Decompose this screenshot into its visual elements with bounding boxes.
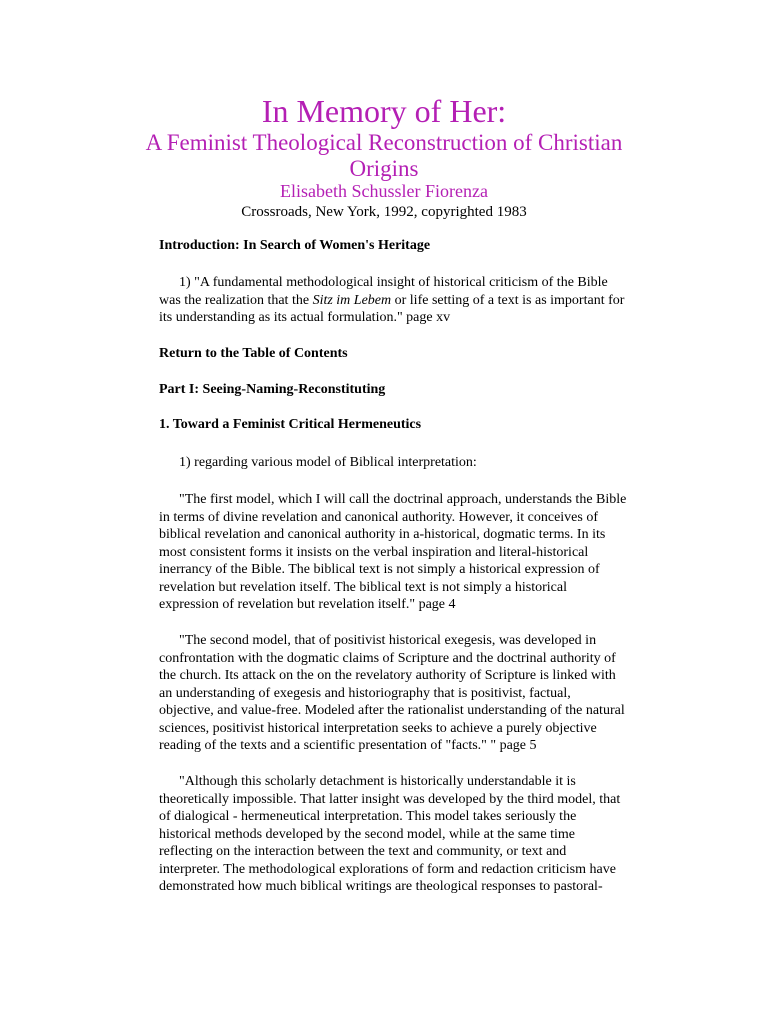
doctrinal-model-quote: "The first model, which I will call the doctrinal approach, understands the Bible in terms of divine revelation and canonical authority. However, it conceives of biblical revelation and canonical authority in a-historical, dogmatic terms. In its most consistent forms it insists on the verbal inspiration and literal-historical inerrancy of the Bible. The biblical text is not simply a historical expression of revelation but revelation itself. The biblical text is not simply a historical expression of revelation but revelation itself." page 4 (159, 492, 627, 612)
table-of-contents-link[interactable]: Return to the Table of Contents (159, 346, 348, 361)
intro-quote-text-start: 1) "A fundamental methodological insight of historical criticism of the Bible was the realization that the (159, 275, 608, 308)
intro-heading: Introduction: In Search of Women's Heritage (159, 238, 431, 253)
chapter1-heading: 1. Toward a Feminist Critical Hermeneutics (159, 417, 422, 432)
publication-info: Crossroads, New York, 1992, copyrighted 1983 (241, 204, 527, 220)
book-title: In Memory of Her: (261, 93, 507, 129)
dialogical-model-quote: "Although this scholarly detachment is historically understandable it is theoretically impossible. That latter insight was developed by the third model, that of dialogical - hermeneutical interpretation. This model takes seriously the historical methods developed by the second model, while at the same time reflecting on the interaction between the text and community, or text and interpreter. The methodological explorations of form and redaction criticism have demonstrated how much biblical writings are theological responses to pastoral- (159, 774, 621, 894)
intro-quote (159, 274, 629, 327)
part1-heading: Part I: Seeing-Naming-Reconstituting (159, 382, 386, 397)
intro-quote-text-end: or life setting of a text is as important for its understanding as its actual formulation." page xv (159, 292, 625, 325)
book-subtitle-line2: Origins (349, 156, 419, 181)
intro-quote-italic-term: Sitz im Lebem (312, 292, 392, 308)
positivist-model-quote: "The second model, that of positivist historical exegesis, was developed in confrontation with the dogmatic claims of Scripture and the doctrinal authority of the church. Its attack on the on the revelatory authority of Scripture is linked with an understanding of exegesis and historiography that is positivist, factual, objective, and value-free. Modeled after the rationalist understanding of the natural sciences, positivist historical interpretation seeks to achieve a purely objective reading of the texts and a scientific presentation of "facts." " page 5 (159, 633, 625, 753)
book-subtitle-line1: A Feminist Theological Reconstruction of Christian (145, 130, 623, 155)
author-name: Elisabeth Schussler Fiorenza (280, 181, 488, 201)
interpretation-models-intro: 1) regarding various model of Biblical interpretation: (179, 455, 477, 470)
